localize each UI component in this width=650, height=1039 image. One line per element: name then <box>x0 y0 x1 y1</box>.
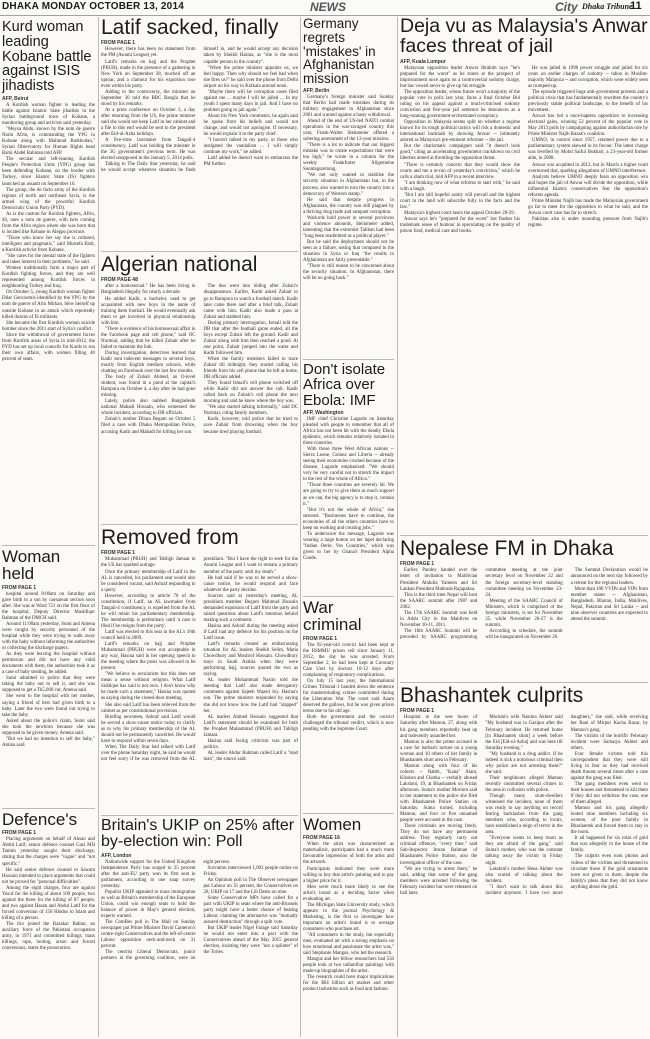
article-body <box>101 47 298 174</box>
paragraph: Anwar was acquitted in 2012, but in March a higher court overturned that, sparking allegations of UMNO interference. <box>528 162 648 174</box>
paragraph: Among the eight charges, four are against Yusuf for the killing of about 100 people, two against the three for the killing of 87 people, and two against Hasan and Abdul Latif for the forced conversion of 150 Hindus to Islam and killing of a person. <box>2 885 95 921</box>
byline: FROM PAGE 1 <box>101 40 136 47</box>
paragraph: Latif's remarks created an embarrassing situation for AL leaders Sheikh Selim, Matia Chowdhury and Moshrof Hossain. Chowdhury stays in Saudi Arabia when they were performing hajj, sources quoted the two as saying. <box>203 642 298 678</box>
article-body <box>101 284 298 435</box>
paragraph: "When the prime minister appoints us, we feel happy. Then why should we feel bad when she fires us?" he said over the phone from Delhi airport on his way to Kolkata around noon. <box>203 65 298 89</box>
paragraph: More than 100 VVIPs and VIPs from member states -- Afghanistan, Bangladesh, Bhutan, India, Maldives, Nepal, Pakistan and Sri Lanka -- and nine observer countries are expected to attend the summit. <box>570 586 648 622</box>
paragraph: Mangus and her fellow researchers had 550 people look at two unfamiliar paintings with made-up biographies of the artist. <box>303 957 394 975</box>
article-body <box>101 557 298 763</box>
paragraph: "We believe in secularism but this does not mean a sense without religion. What Latif Siddique has said is not ours. I don't know why he made such a statement," Hasina was quoted as saying during the closed-door meeting. <box>101 672 196 702</box>
article-body <box>303 643 394 734</box>
paragraph: Participants indicated they were more willing to buy that artist's painting and to pay a higher price for it. <box>303 866 394 884</box>
paragraph: On July 15 last year, the International Crimes Tribunal-1 handed down the sentence for masterminding crimes committed during the Liberation War. The court said Azam deserved the gallows, but he was given prison terms due to his old age. <box>303 678 394 715</box>
paragraph: This is the third time Nepal will host the SAARC summit after 1987 and 2002. <box>400 592 478 610</box>
paragraph: Mamun along with four of his cohorts -- Rabbi, "Kana" Alam, Khokon and Chotka -- verbally abused Lakshmi, 19, at Bhashantek on Friday afternoon. Suma's mother Morium said in her statement to the police she filed with Bhashantek Police Station on Saturday. Suma turned, including Mamun, and four or five unnamed people were accused in the case. <box>400 763 478 824</box>
paragraph: The 92-year-old convict had been kept at the BSMMU prison cell since January 11, 2012, the day he was arrested. From September 2, he had been kept at Coronary Care Unit by doctors 10-12 days after complaining of respiratory complications. <box>303 642 394 678</box>
paragraph: Latif's remarks on hajj and Prophet Muhammad (PBUH) were not acceptable in any way, Hasina said in her opening speech to the meeting where the press was allowed to be present. <box>101 642 196 672</box>
paragraph: "Those three countries are severely hit. We are going to try to give them as much support as we can, the big agency is to stop it, contain it." <box>303 483 394 507</box>
paragraph: Latif added he doesn't want to embarrass the PM further. <box>203 156 298 168</box>
paragraph: AL leader Abdur Rahman called Latif a "mad man", the source said. <box>203 750 298 762</box>
paragraph: "We also started talking informally," said DC Nurmial, citing family members. <box>203 405 298 417</box>
paragraph: AL leaders Ahmed Hossain suggested that Latif's statement should be examined for both the Prophet Muhammad (PBUH) and Tabligh Jamaat. <box>203 714 298 738</box>
paragraph: Hospital in the wee hours of Saturday after Mamun, 27, along with his gang members reportedly beat up and indecently assaulted her. <box>400 715 478 739</box>
paragraph: An Opinium poll in The Observer newspaper put Labour on 35 percent, the Conservatives on 28, UKIP on 17 and the Lib Dems on nine. <box>203 877 298 895</box>
article-body <box>400 715 648 896</box>
paragraph: AL leader Mohammad Nasim told the meeting that Latif also made derogatory comments against Sajeeb Wazed Joy. Hasina's son. The prime minister responded by saying she did not know how the Latif had "slapped" her. <box>203 678 298 714</box>
divider <box>2 808 95 809</box>
paragraph: The centrist Liberal Democrats, junior partners in the governing coalition, were on eight percent. <box>101 859 231 962</box>
paragraph: Kadir, however, told police that he tried to save Zubair from drowning when the boy became tired playing football. <box>203 417 298 435</box>
paragraph: She also said Latif has been relieved from the cabinet as per constitutional provisions. <box>101 702 196 714</box>
paragraph: Latif was elected to this seat in the AL's 16th council held in 2009. <box>101 629 196 642</box>
paragraph: "There is evidence of his homosexual affair in the Facebook page and cell phone," said OC Nurmial, adding that he killed Zubair after he failed to maintain the link. <box>101 326 196 350</box>
headline: Nepalese FM in Dhaka <box>400 538 614 560</box>
paragraph: Sumi admitted to police that they were taking the baby out to sell it, and she was supposed to get a Tk5,000 cut, Amena said. <box>2 676 95 694</box>
paragraph: Sources said at yesterday's meeting, AL presidium member Begum Mahmud Hossain demanded expulsion of Latif from the party and raised questions about Latif's intention behind making such a comment. <box>203 593 298 623</box>
headline: Germany regrets 'mistakes' in Afghanistan mission <box>303 17 376 87</box>
paper-name: Dhaka Tribune <box>582 2 633 11</box>
paragraph: A Kurdish woman fighter is leading the battle against Islamic State jihadists in the Syrian battleground town of Kobane, a monitoring group and activists said yesterday. <box>2 102 95 127</box>
article-war-criminal <box>303 599 394 811</box>
paragraph: Nationwide support for the United Kingdom Independence Party has surged to 25 percent after the anti-EU party won its first seat in parliament, according to one snap survey yesterday. <box>101 859 196 889</box>
paragraph: hospital around 8:00am on Saturday and gave birth to a son by caesarean section soon after. She was at Ward 721 on the first floor of the hospital, Deputy Director Mushfiqur Rahman of the DMCH said. <box>2 591 95 621</box>
paragraph: Opposition in Malaysia seems split on whether a regime known for its tough political tactics will risk a domestic and international backlash by showing Anwar -- intimately adored as Malaysia's pre-eminent reformer -- the jail. <box>400 120 520 144</box>
paragraph: He said that despite progress in Afghanistan, the country was still plagued by a thriving drug trade and rampant corruption. <box>303 197 394 215</box>
byline: FROM PAGE 1 <box>303 635 338 642</box>
byline: FROM PAGE 1 <box>2 830 37 837</box>
paragraph: "There is certainly concern that they would show the courts and me a re-run of yesterday's conviction," which he calls a sham trial, told AFP in a recent interview. <box>400 162 520 180</box>
paragraph: But the charismatic campaigner said "it doesn't look good," citing an accelerating government crackdown on civil liberties aimed at throttling the opposition threat. <box>400 144 520 162</box>
paragraph: "I haven't talked to my party, or those who instigated the vandalism ... I will simply continue my work," he added. <box>203 138 298 156</box>
paragraph: The Michigan State University study, which appears in the journal Psychology & Marketing, is the first to investigate how important an artist's brand is to average consumers who purchase art. <box>303 902 394 932</box>
headline: Kurd woman leading Kobane battle against ISIS jihadists <box>2 20 92 95</box>
paragraph: Morium's wife Nasima Akhter said "My husband was in Gazipur after the February incident. He returned home [in Bhashantek slum] a week before the Eid [Eid-ul-Azha] and was here till Saturday evening." <box>485 715 563 751</box>
paragraph: They found Ismail's cell phone switched off while Kadir did not answer the call. Kadir called back on Zubair's cell phone the next morning and said he knew where the boy was. <box>203 381 298 405</box>
headline: Removed from <box>101 527 239 549</box>
paragraph: Once the primary membership of Latif in the AL is cancelled, his parliament seat would also be considered vacant, said Ashraf responding to a query. <box>101 569 196 593</box>
divider <box>101 524 298 525</box>
paragraph: Asked about the police's claim, Sumi said she took the newborn because she was supposed to be given money, Amena said. <box>2 718 95 736</box>
byline: AFP, London <box>101 852 132 859</box>
column-rule <box>397 17 398 1037</box>
byline: FROM PAGE 48 <box>101 277 138 284</box>
article-body <box>303 842 394 993</box>
paragraph: Germany's foreign minister said Sunday that Berlin had made mistakes during its military engagement in Afghanistan since 2001 and warned against a hasty withdrawal. <box>303 94 394 118</box>
headline: Latif sacked, finally <box>101 17 279 39</box>
headline: Woman held <box>2 548 61 584</box>
byline: AFP, Beirut <box>2 95 29 102</box>
paragraph: The 17th SAARC Summit was held in Addu City in the Maldives on November 10-11, 2011. <box>400 610 478 628</box>
paragraph: He added Kadir, a bachelor, used to get acquainted with new boys in the name of training them football. He would eventually ask them to get involved in physical relationship with him. <box>101 296 196 326</box>
paragraph: Briefing newsmen, Ashraf said Latif would be served a show-cause notice today to clarify as to why his primary membership of the AL should not be permanently cancelled. He would have to respond within seven days. <box>101 714 196 744</box>
paragraph: When the family members failed to trace Zubair till midnight, they started calling his friends from his cell phone that he left at home, DB officials added. <box>203 356 298 381</box>
paragraph: Warlords hold power in several provinces and violence abounds, Steinmeier added, lamenting that the extremist Taliban had been "long been readmitted as a political player." <box>303 215 394 239</box>
byline: AFP, Berlin <box>303 87 330 94</box>
paragraph: "But I am still hopeful sanity will prevail and the highest court in the land will subscribe fully to the facts and the law." <box>400 192 520 210</box>
divider <box>303 813 394 814</box>
byline: FROM PAGE 16 <box>303 835 340 842</box>
article-body <box>2 592 95 749</box>
paragraph: Women traditionally form a major part of Kurdish fighting forces, and they are well represented among Kurdish forces in neighbouring Turkey and Iraq. <box>2 266 95 290</box>
paragraph: At a press conference on October 3, a day after returning from the US, the prime minister said she would not keep Latif in her cabinet and a file to this end would be sent to the president after Eid-ul-Azha holidays. <box>101 107 196 138</box>
paragraph: Though many slum-dwellers witnessed the incident, none of them was ready to say anything on record fearing backlashes from the gang members who, according to locals, have established a reign of terror in the area. <box>485 794 563 836</box>
paragraph: "Those who know her say she is cultured, intelligent and pragmatic," said Mustefa Ebdi, a Kurdish activist from Kobane. <box>2 235 95 254</box>
paragraph: The gang members even went to their houses and threatened to kill them if they did not withdraw the case, one of them alleged. <box>570 781 648 806</box>
paragraph: However, according to article 70 of the constitution, if Latif, an AL lawmaker from Tangail-4 constituency, is expelled from the AL he will retain his parliamentary membership. The membership is preliminary until 'a case is filed if he resigns from the party'. <box>101 593 196 629</box>
paragraph: Hasina said facing criticism was part of politics. <box>203 738 298 750</box>
paragraph: The duo went into hiding after Zubair's disappearance. Earlier, Kadir asked Zubair to go to Rampura to watch a football match. Kadir later came there and after a brief talk, Zubair came with him. Kadir also made a pass at Zubair and stabbed him. <box>203 284 298 320</box>
article-ebola-imf <box>303 362 394 594</box>
headline: Algerian national <box>101 254 258 276</box>
paragraph: "I don't want to talk about this incident anymore. I have two more daughters," she said, while receiving her Rani of Mirpur Kacha Bazar, by Mamun's gang. <box>485 715 648 896</box>
paragraph: "My husband is a drug addict. If he indeed is sick a notorious criminal then why police are not arresting them?" she said. <box>485 751 563 775</box>
paragraph: About his New York comments, he again said he spoke from his beliefs and would not change, and would not apologise. If necessary, he would explain it to the party chief. <box>203 113 298 138</box>
article-body <box>303 417 394 562</box>
paragraph: The 18th SAARC Summit will be preceded by SAARC programming committee meeting at the joint secretary level on November 22 and the foreign secretary-level standing committee meeting on November 23-24. <box>400 568 563 640</box>
article-defence <box>2 811 95 1037</box>
byline: FROM PAGE 1 <box>101 550 136 557</box>
byline: FROM PAGE 1 <box>400 708 435 715</box>
paragraph: The group, the de facto army of the Kurdish regions of north and northeast Syria, is the armed wing of the powerful Kurdish Democratic Union Party (PYD). <box>2 187 95 211</box>
article-body <box>303 95 394 282</box>
section-label-city: City <box>555 0 578 14</box>
article-germany-afghanistan <box>303 17 394 357</box>
paragraph: When The Daily Star had talked with Latif over the phone Saturday night, he said he would not feel sorry if he was removed from the AL presidium. "But I have the right to seek for the Awami League and I want to remain a primary member of the party until my death." <box>101 557 298 762</box>
article-body <box>400 568 648 641</box>
paragraph: Latif's remarks on hajj and the Prophet (PBUH), made in the presence of a gathering in New York on September 28, touched off an uproar, and a clamour for his expulsion rose even within his party. <box>101 59 196 89</box>
paragraph: "We not only wanted to stabilise the security situation in Afghanistan but, in the process, also wanted to turn the country into a democracy of Western stamp." <box>303 173 394 197</box>
paragraph: On October 5, young Kurdish woman fighter Dilar Gencxemis identified by the YPG by the nom de guerre of Arin Mirkan, blew herself up outside Kobane in an attack which reportedly killed dozens of IS militants. <box>2 290 95 320</box>
paragraph: Pakistan also is under mounting pressure from Najib's regime. <box>528 216 648 228</box>
paragraph: "Maybe there will be corruption cases filed against me ... maybe I will be jailed ... In my youth I spent many days in jail. And I have no problem going to jail again." <box>203 89 298 113</box>
paragraph: Analysts believe UMNO deeply fears an opposition win and hopes the jail of Anwar will divide the opposition, while influential Islamic conservatives fear the opposition's reforms agenda. <box>528 174 648 198</box>
page-number: 11 <box>630 0 642 12</box>
paragraph: Anwar says he's "prepared for the worst" but flashes his trademark sense of humour in speculating on the quality of prison food, medical care and books. <box>400 216 520 235</box>
paragraph: Prime Minister Najib has made the Malaysian government go far to meet for the opposition to what he said, and the Anwar court case has far to stretch. <box>528 198 648 216</box>
paragraph: Since the withdrawal of government forces from Kurdish areas of Syria in mid-2012, the PYD has set up local councils for Kurds to run their own affairs, with women filling 40 percent of seats. <box>2 332 95 362</box>
byline: FROM PAGE 1 <box>400 561 435 568</box>
paragraph: The culprits even took photos and videos of the victims and threatened to circulate those if the gold ornaments were not given to them, despite the family's pleas that they did not know anything about the gold. <box>570 854 648 890</box>
headline: Don't isolate Africa over Ebola: IMF <box>303 362 386 409</box>
article-body <box>2 837 95 952</box>
paragraph: These criminals are moving freely. They do not have any permanent address. They regularly carry out criminal offences, "every time," said Sub-Inspector Imran Rahman of Bhashantek Police Station, also the investigation officer of the case. <box>400 824 478 866</box>
paragraph: "I am thinking now of what reforms to start with," he said with a laugh. <box>400 180 520 192</box>
paragraph: "But it's not the whole of Africa," she stressed. "Businesses have to continue, the economies of all the others countries have to keep on working and creating jobs." <box>303 507 394 531</box>
article-body <box>101 860 298 963</box>
paragraph: He had said if he was to be served a show-cause notice, he would respond and face whatever the party decides. <box>203 575 298 593</box>
byline: FROM PAGE 1 <box>2 584 37 591</box>
paragraph: The Summit Declaration would be announced on the next day followed by a retreat for the regional leaders. <box>570 568 648 586</box>
paragraph: The secular and left-leaning Kurdish People's Protection Units (YPG) group has been defending Kobane, on the border with Turkey, since Islamic State (IS) fighters launched an assault on September 16. <box>2 157 95 187</box>
article-bhashantek-culprits <box>400 685 648 1037</box>
divider <box>101 815 298 816</box>
headline: War criminal <box>303 599 362 635</box>
article-women <box>303 816 394 1037</box>
paragraph: Muhammad (PBUH) and Tabligh Jamaat in the US has sparked outrage. <box>101 557 196 569</box>
paragraph: Placing arguments on behalf of Ahsan and Abdul Latif, senior defence counsel Gazi MH Tamim yesterday sought their discharge, stating that the charges were "vague" and "not specific." <box>2 837 95 867</box>
paragraph: "All consumers in the study, but especially men, evaluated art with a strong emphasis on how emotional and passionate the artist was," said Stephanie Mangus, who led the research. <box>303 933 394 957</box>
paragraph: "But we had no intention to sell the baby," Amina said. <box>2 736 95 748</box>
paragraph: It all happened for six tolas of gold that was allegedly in the house of the family. <box>570 836 648 854</box>
byline: AFP, Kuala Lumpur <box>400 58 446 65</box>
paragraph: "We are trying to arrest them," he said, adding that some of the gang members were arrested following the February incident but were released on bail later. <box>400 866 478 896</box>
paragraph: Populist UKIP appealed to mass immigration as well as Britain's membership of the European Union, could win enough seats to hold the balance of power in May's general election, experts warned. <box>101 889 196 920</box>
divider <box>2 545 95 546</box>
paragraph: He was jailed in 1998 power struggle and jailed for six years on earlier charges of sodomy -- taboo in Muslim-majority Malaysia -- and corruption, which were widely seen as trumped-up. <box>528 65 648 89</box>
paragraph: Anwar has led a once-hapless opposition to increasing electoral gains, winning 52 percent of the popular vote in May 2013 polls by campaigning against authoritarian rule by Prime Minister Najib Razak's coalition. <box>528 114 648 138</box>
article-anwar-jail <box>400 17 648 533</box>
article-body <box>400 66 648 235</box>
article-woman-held <box>2 548 95 806</box>
paragraph: According to schedule, the summit will be inaugurated on November 26. <box>485 628 563 640</box>
date-line: DHAKA MONDAY OCTOBER 13, 2014 <box>2 1 184 12</box>
paragraph: Their neighbours alleged Mamun recently committed several crimes in the area in collusion with police. <box>485 775 563 793</box>
paragraph: However, there has been no statement from the PM (Awami League) yet. <box>101 47 196 59</box>
paragraph: Hasina and Ashraf during the meeting asked if Latif had any defence for his position on the Latif issue. <box>203 623 298 642</box>
paragraph: During investigation, detectives learned that Kadir sent indecent messages to several boys, mostly from English medium schools, while chatting on Facebook over the last few months. <box>101 350 196 375</box>
paragraph: Both the government and the convict challenged the tribunal verdict, which is now pending with the Supreme Court. <box>303 715 394 733</box>
article-nepalese-fm <box>400 538 648 680</box>
paragraph: Talking to The Daily Star yesterday, he said he would accept whatever situation he finds himself in, and he would accept any decision taken by Sheikh Hasina, as "she is the most capable person in the country". <box>101 47 298 174</box>
divider <box>303 359 394 360</box>
paragraph: Mamun is also the prime accused in a case for barbaric torture on a young woman and 10 others of her family in Bhashantek slum area in February. <box>400 739 478 763</box>
article-kobane <box>2 20 95 543</box>
divider <box>303 596 394 597</box>
paragraph: IMF chief Christine Lagarde on Saturday pleaded with people to remember that all of Africa has not been hit with the deadly Ebola epidemic, which remains relatively isolated in three countries. <box>303 416 394 447</box>
paragraph: Around 11:00am yesterday, Sumi and Amena were caught by security personnel of the hospital while they were trying to walk away with the baby without informing the authorities or collecting the discharge papers. <box>2 621 95 652</box>
paragraph: after a homosexual." He has been living in Bangladesh illegally for nearly a decade. <box>101 284 196 296</box>
paragraph: Men were much more likely to see the artist's brand as a deciding factor when evaluating art. <box>303 884 394 902</box>
byline: AFP, Washington <box>303 409 344 416</box>
paragraph: The episode triggered huge anti-government protests and a political crisis that has fundamentally rewritten the country's previously stable political landscape, to the benefit of his movement. <box>528 89 648 114</box>
column-rule <box>300 17 301 1037</box>
paragraph: With those three West African nations -- Sierra Leone, Guinea and Liberia -- already seeing their economies crushed because of the disease, Lagarde emphasised: "We should very be very careful not to stretch the impact to the rest of the whole of Africa." <box>303 447 394 483</box>
paragraph: As is the custom for Kurdish fighters, Afrin, 40, uses a nom de guerre, with hers coming from the Afrin region where she was born that is located like Kobane in Aleppo province. <box>2 211 95 235</box>
paragraph: Malaysian opposition leader Anwar Ibrahim says "he's prepared for the worst" as he stares at the prospect of imprisonment once again on a controversial sodomy charge, but has vowed never to give up his struggle. <box>400 65 520 89</box>
paragraph: She went to the hospital with her mother, saying a friend of hers had given birth to a baby. Later the two were found out trying to take the baby. <box>2 694 95 718</box>
paragraph: She became the first Kurdish woman suicide bomber since the 2011 start of Syria's conflict. <box>2 320 95 332</box>
paragraph: During primary interrogation, Ismail told the DB that after the football game ended, all the boys except Zubair left the ground. Kadir and Zubair along with him then reached a pond. At one point, Zubair jumped into the water and Kadir followed him. <box>203 320 298 356</box>
column-rule <box>98 17 99 1037</box>
paragraph: But he said the deployment should not be seen as a failure, noting that compared to the situation in Syria or Iraq "the results in Afghanistan are fairly presentable." <box>303 239 394 264</box>
paragraph: Earlier, Pandey handed over the letter of invitation to Maldivian President Abdulla Yameen and Sri Lankan President Mahinda Rajapaksa. <box>400 568 478 592</box>
headline: Bhashantek culprits <box>400 685 584 707</box>
paragraph: "Meysa Abdo, known by the nom de guerre Narin Afrin, is commanding the YPG in Kobane along with Mahmud Barkhodan," Syrian Observatory for Human Rights head Rami Abdel Rahman told AFP. <box>2 127 95 157</box>
divider <box>400 682 648 683</box>
divider <box>400 535 648 536</box>
paragraph: Survation interviewed 1,003 people online on Friday. <box>203 865 298 877</box>
headline: Women <box>303 816 362 834</box>
paragraph: Meeting of the SAARC Council of Ministers, which is comprised of the foreign ministers, is set for November 25, while November 26-27 is the summit. <box>485 598 563 628</box>
paragraph: The ComRes poll in The Mail on Sunday newspaper put Prime Minister David Cameron's centre-right Conservatives and the left-of-centre Labour opposition neck-and-neck on 31 percent. <box>101 920 196 950</box>
paragraph: As they were leaving the hospital without permission and did not have any valid documents with them, the authorities took it as a case of baby stealing, he added. <box>2 652 95 676</box>
paragraph: UMNO, in control since 1957, retained power due to a parliamentary system skewed in its favour. The latest charge was levelled by Mohd Saiful Bukhari, a 23-year-old former aide, in 2008. <box>528 138 648 162</box>
paragraph: "Everyone wants to keep mum as they are afraid of the gang," said Suma's mother, who was the constant talking away the victim in Friday night. <box>485 836 563 866</box>
paragraph: "She cares for the mental state of the fighters and takes interest in their problems," he said. <box>2 254 95 266</box>
paragraph: When the artist was characterised as maternalistic, participants had a much more favourable impression of both the artist and the artwork. <box>303 842 394 866</box>
paragraph: The trio joined the Razakar Bahini, an auxiliary force of the Pakistani occupation army, in 1971 and committed killings, mass killings, rape, looting, arson and forced conversions, states the prosecution. <box>2 921 95 952</box>
article-removed-from <box>101 527 298 813</box>
paragraph: Zubair's mother Dilara Begum on October 5 filed a case with Dhaka Metropolitan Police, accusing Kadir and Mahadi for killing her son. <box>101 417 196 435</box>
paragraph: Lakshmi's mother Hena Akhter was also scared of talking about the incident. <box>485 866 563 884</box>
article-algerian-national <box>101 254 298 522</box>
article-body <box>2 103 95 363</box>
paragraph: Adding to the controversy, the minister on September 30 told the BBC Bangla that he stood by his remarks. <box>101 89 196 107</box>
paragraph: The opposition leader, whose future won't a majority of the popular vote in polls last year, faces a final October Bid ruling on his appeal against a much-criticised sodomy conviction and five-year jail sentence he denounces as a long-running government-orchestrated conspiracy. <box>400 89 520 120</box>
headline: Britain's UKIP on 25% after by-election win: Poll <box>101 818 295 851</box>
headline: Defence's <box>2 811 78 829</box>
paragraph: Mamun and his gang allegedly looted nine members including six women, of the poor family in Bhashantek and forced them to stay in the room. <box>570 806 648 836</box>
paragraph: But UKIP leader Nigel Farage said Saturday he would not enter into a pact with the Conservatives ahead of the May 2015 general election, insisting they were "not a splinter" of the Tories. <box>203 926 298 956</box>
paragraph: Malaysia's highest court hears the appeal October 28-29. <box>404 210 515 216</box>
paragraph: To underscore the message, Lagarde was wearing a large button on her lapel declaring "Indian Oerle, Vos Countries," which was given to her by Ghana's President Alpha Conde. <box>303 531 394 561</box>
paragraph: "There is still reason to be concerned about the security situation. In Afghanistan, there will be no going back." <box>303 264 394 282</box>
paragraph: A five-time lawmaker from Tangail-4 constituency, Latif was holding the minister in the 3G government's previous term. He was elected unopposed in the January 5, 2014 polls. <box>101 138 196 162</box>
paragraph: The victims of the horrific February incident were Sumaiya Akhter and others. <box>570 733 648 751</box>
paragraph: The research could have major implications for the $64 billion art market and other product industries such as food and fashion. <box>303 975 394 993</box>
section-label-news: NEWS <box>310 0 346 14</box>
article-ukip-poll <box>101 818 298 1037</box>
paragraph: The body of Zubair Ahmed, an O-level student, was found in a pond at the capital's Rampura on October 4, a day after he had gone missing. <box>101 375 196 399</box>
paragraph: Some Conservative MPs have called for a pact with UKIP in seats where the anti-Brussels party might have a better chance of beating Labour, claiming the alternative was "mutually assured destruction" through a split vote. <box>203 895 298 926</box>
paragraph: Four female victims told this correspondent that they were still living in fear as they had received death threats several times after a case against the gang was filed. <box>570 751 648 781</box>
headline: Deja vu as Malaysia's Anwar faces threat of jail <box>400 17 648 57</box>
paragraph: "There is a lot to indicate that our biggest mistake was to create expectations that were too high," he wrote in a column for the weekly Frankfurter Allgemeine Sonntagszeitung. <box>303 143 394 173</box>
article-latif-sacked <box>101 17 298 249</box>
paragraph: Ahead of the end of US-led NATO combat operations in the war-ravaged country this year, Frank-Walter Steinmeier offered a sobering assessment of the 13-year mission. <box>303 119 394 143</box>
page-header <box>0 0 650 16</box>
divider <box>101 251 298 252</box>
paragraph: Lately, police also nabbed Bangladeshi national Mahadi Hossain, who witnessed the whole incident, according to DB officials. <box>101 399 196 417</box>
paragraph: He said senior defence counsel to Sawant Hossain intended to place arguments that could not be proved for "personal difficulties". <box>2 867 95 885</box>
